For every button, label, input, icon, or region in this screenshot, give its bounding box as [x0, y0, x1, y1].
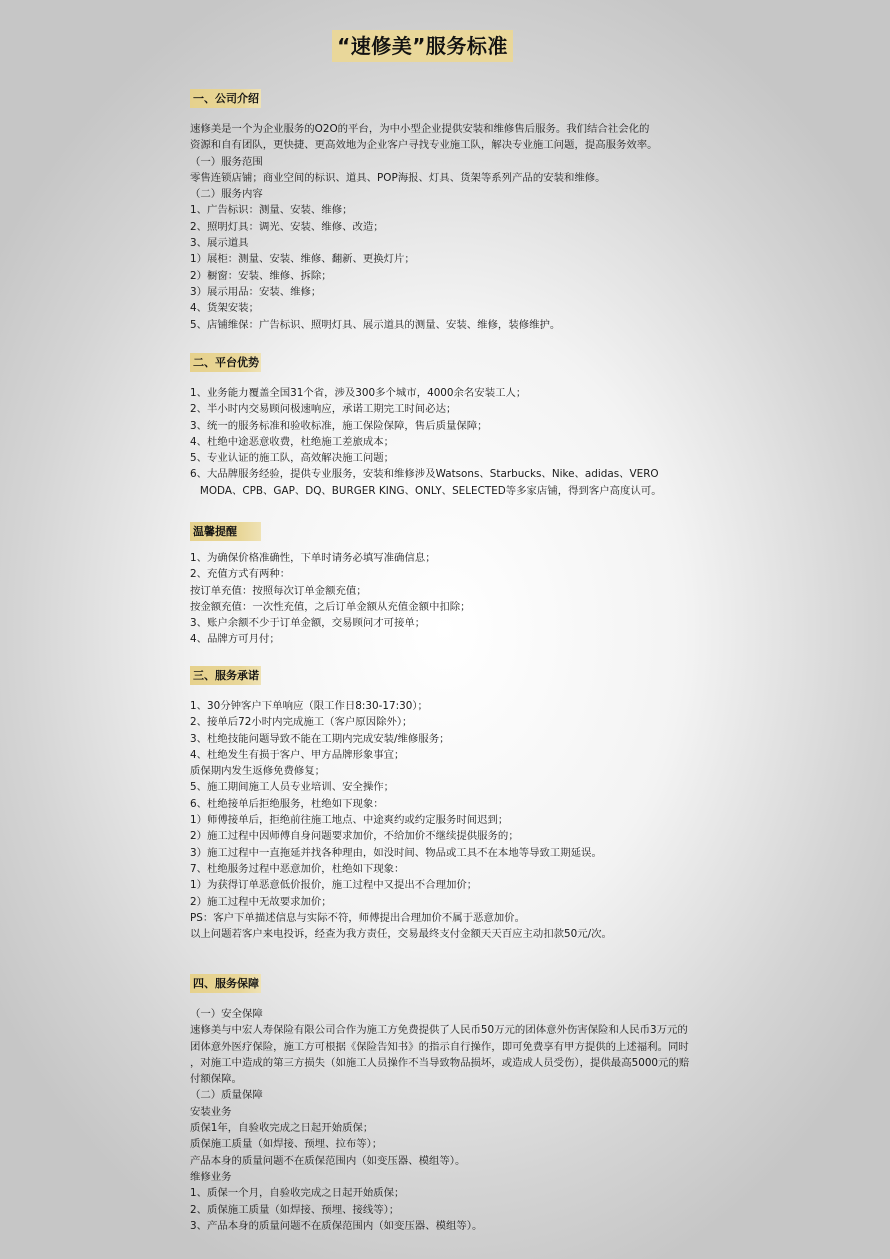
text-line: 按订单充值：按照每次订单金额充值；: [190, 584, 367, 597]
text-line: 质保施工质量（如焊接、预埋、拉布等）；: [190, 1138, 383, 1151]
text-line: 5、施工期间施工人员专业培训、安全操作；: [190, 781, 395, 794]
text-line: 1、质保一个月，自验收完成之日起开始质保；: [190, 1187, 405, 1200]
text-line: 5、专业认证的施工队，高效解决施工问题；: [190, 452, 395, 465]
text-line: 6、杜绝接单后拒绝服务，杜绝如下现象：: [190, 797, 384, 810]
text-line: 速修美是一个为企业服务的O2O的平台，为中小型企业提供安装和维修售后服务。我们结合社会化的: [190, 123, 650, 135]
text-line: 1、业务能力覆盖全国31个省，涉及300多个城市，4000余名安装工人；: [190, 387, 527, 399]
text-line: 6、大品牌服务经验，提供专业服务，安装和维修涉及Watsons、Starbucks、Nike、adidas、VERO: [190, 468, 659, 481]
text-line: 3、统一的服务标准和验收标准，施工保险保障，售后质量保障；: [190, 419, 488, 432]
section-body: [190, 1006, 720, 1234]
text-line: （一）服务范围: [190, 155, 263, 168]
text-line: 1、30分钟客户下单响应（限工作日8:30-17:30）；: [190, 700, 428, 712]
text-line: （二）质量保障: [190, 1089, 263, 1102]
text-line: 3）展示用品：安装、维修；: [190, 285, 322, 298]
text-line: 4、货架安装；: [190, 302, 259, 315]
section-heading: 四、服务保障: [190, 974, 261, 993]
text-line: 2、质保施工质量（如焊接、预埋、接线等）；: [190, 1203, 400, 1216]
text-line: ，对施工中造成的第三方损失（如施工人员操作不当导致物品损坏，或造成人员受伤），提供最高5000元的赔: [190, 1056, 690, 1069]
text-line: 1）为获得订单恶意低价报价，施工过程中又提出不合理加价；: [190, 879, 478, 892]
section-body: [190, 550, 720, 648]
section-reminder: [190, 522, 720, 648]
text-line: 安装业务: [190, 1105, 232, 1118]
text-line: （二）服务内容: [190, 188, 263, 201]
text-line: 维修业务: [190, 1170, 232, 1183]
section-platform-advantages: [190, 353, 720, 499]
text-line: PS：客户下单描述信息与实际不符，师傅提出合理加价不属于恶意加价。: [190, 911, 525, 924]
text-line: 4、品牌方可月付；: [190, 633, 280, 646]
text-line: MODA、CPB、GAP、DQ、BURGER KING、ONLY、SELECTED等多家店铺，得到客户高度认可。: [190, 484, 662, 497]
text-line: 产品本身的质量问题不在质保范围内（如变压器、模组等）。: [190, 1154, 466, 1167]
text-line: 速修美与中宏人寿保险有限公司合作为施工方免费提供了人民币50万元的团体意外伤害保险和人民币3万元的: [190, 1024, 688, 1037]
text-line: （一）安全保障: [190, 1008, 263, 1020]
text-line: 1、广告标识：测量、安装、维修；: [190, 204, 353, 217]
text-line: 5、店铺维保：广告标识、照明灯具、展示道具的测量、安装、维修，装修维护。: [190, 318, 561, 331]
text-line: 质保1年，自验收完成之日起开始质保；: [190, 1122, 374, 1135]
section-body: [190, 698, 720, 942]
text-line: 2、接单后72小时内完成施工（客户原因除外）；: [190, 716, 413, 729]
text-line: 付额保障。: [190, 1073, 242, 1086]
section-company-intro: [190, 89, 720, 333]
text-line: 2、半小时内交易顾问极速响应，承诺工期完工时间必达；: [190, 403, 457, 416]
text-line: 2、充值方式有两种：: [190, 568, 291, 581]
section-service-guarantee: [190, 974, 720, 1234]
text-line: 质保期内发生返修免费修复；: [190, 765, 326, 778]
text-line: 按金额充值：一次性充值，之后订单金额从充值金额中扣除；: [190, 600, 471, 613]
page-title: “速修美”服务标准: [332, 30, 513, 62]
section-heading: 二、平台优势: [190, 353, 261, 372]
text-line: 3、展示道具: [190, 237, 249, 250]
text-line: 零售连锁店铺；商业空间的标识、道具、POP海报、灯具、货架等系列产品的安装和维修。: [190, 171, 606, 184]
text-line: 4、杜绝中途恶意收费，杜绝施工差旅成本；: [190, 435, 395, 448]
section-heading: 温馨提醒: [190, 522, 261, 541]
text-line: 团体意外医疗保险，施工方可根据《保险告知书》的指示自行操作，即可免费享有甲方提供的上述福利。同时: [190, 1040, 689, 1053]
text-line: 3）施工过程中一直拖延并找各种理由，如没时间、物品或工具不在本地等导致工期延误。: [190, 846, 602, 859]
text-line: 3、产品本身的质量问题不在质保范围内（如变压器、模组等）。: [190, 1219, 483, 1232]
text-line: 4、杜绝发生有损于客户、甲方品牌形象事宜；: [190, 748, 405, 761]
text-line: 2）橱窗：安装、维修、拆除；: [190, 269, 332, 282]
text-line: 3、杜绝技能问题导致不能在工期内完成安装/维修服务；: [190, 732, 450, 745]
text-line: 资源和自有团队，更快捷、更高效地为企业客户寻找专业施工队，解决专业施工问题，提高服务效率。: [190, 139, 658, 152]
text-line: 1）展柜：测量、安装、维修、翻新、更换灯片；: [190, 253, 415, 266]
section-heading: 一、公司介绍: [190, 89, 261, 108]
section-heading: 三、服务承诺: [190, 666, 261, 685]
section-body: [190, 385, 720, 499]
text-line: 1）师傅接单后，拒绝前往施工地点、中途爽约或约定服务时间迟到；: [190, 814, 509, 827]
text-line: 1、为确保价格准确性，下单时请务必填写准确信息；: [190, 552, 436, 564]
text-line: 2）施工过程中无故要求加价；: [190, 895, 332, 908]
section-body: [190, 121, 720, 333]
text-line: 3、账户余额不少于订单金额，交易顾问才可接单；: [190, 617, 426, 630]
text-line: 7、杜绝服务过程中恶意加价，杜绝如下现象：: [190, 862, 405, 875]
section-service-commitment: [190, 666, 720, 942]
text-line: 2、照明灯具：调光、安装、维修、改造；: [190, 220, 384, 233]
text-line: 以上问题若客户来电投诉，经查为我方责任，交易最终支付金额天天百应主动扣款50元/次。: [190, 928, 612, 941]
text-line: 2）施工过程中因师傅自身问题要求加价，不给加价不继续提供服务的；: [190, 830, 519, 843]
